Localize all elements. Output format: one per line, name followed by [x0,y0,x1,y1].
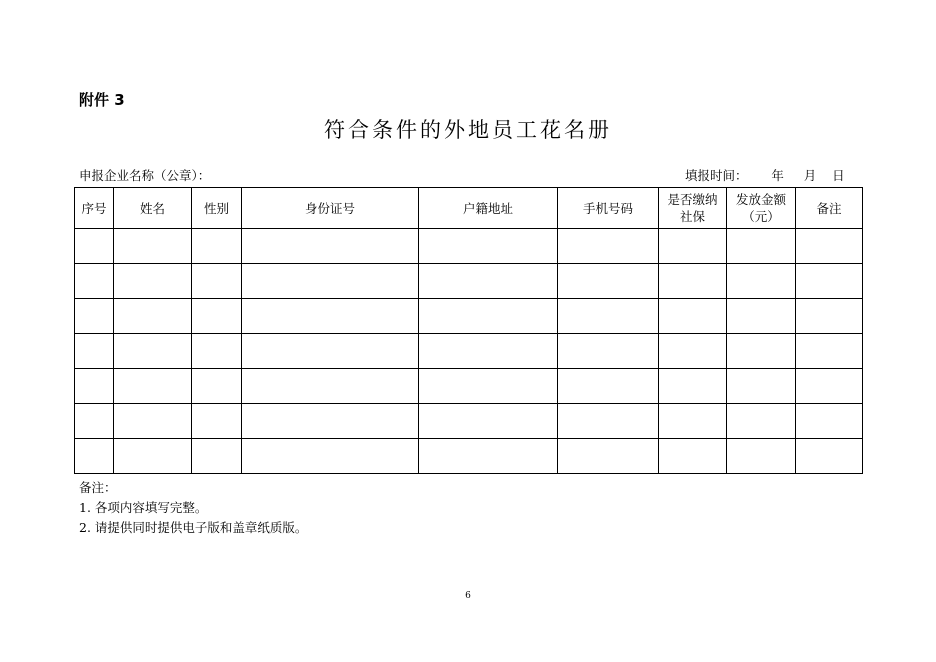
table-cell[interactable] [659,229,727,264]
table-cell[interactable] [242,299,419,334]
table-cell[interactable] [558,334,659,369]
table-cell[interactable] [242,334,419,369]
table-cell[interactable] [558,369,659,404]
table-cell[interactable] [242,369,419,404]
page-number: 6 [465,591,471,601]
table-cell[interactable] [75,334,114,369]
table-cell[interactable] [192,299,242,334]
header-gender: 性别 [192,188,242,229]
table-cell[interactable] [114,299,192,334]
employee-roster-table [74,187,863,474]
table-cell[interactable] [419,264,558,299]
table-row [75,369,863,404]
table-cell[interactable] [659,299,727,334]
table-cell[interactable] [796,264,863,299]
table-cell[interactable] [727,404,796,439]
table-cell[interactable] [114,369,192,404]
table-cell[interactable] [659,404,727,439]
table-cell[interactable] [242,264,419,299]
table-cell[interactable] [796,404,863,439]
day-label: 日 [832,168,845,183]
table-row [75,334,863,369]
table-cell[interactable] [75,299,114,334]
table-cell[interactable] [75,439,114,474]
attachment-label: 附件 3 [79,91,125,109]
month-label: 月 [803,168,817,183]
table-cell[interactable] [419,299,558,334]
table-cell[interactable] [192,369,242,404]
table-cell[interactable] [192,334,242,369]
table-cell[interactable] [419,439,558,474]
table-cell[interactable] [727,229,796,264]
header-remarks: 备注 [796,188,863,229]
table-cell[interactable] [242,229,419,264]
table-cell[interactable] [558,264,659,299]
header-id-number: 身份证号 [242,188,419,229]
header-amount [727,188,796,229]
table-cell[interactable] [659,264,727,299]
header-amount-line1: 发放金额 [735,192,786,207]
year-label: 年 [771,168,784,183]
table-cell[interactable] [796,229,863,264]
notes-label: 备注： [79,480,117,495]
table-cell[interactable] [192,229,242,264]
table-cell[interactable] [114,334,192,369]
header-social-insurance-line1: 是否缴纳 [667,192,718,207]
table-cell[interactable] [659,439,727,474]
table-cell[interactable] [558,229,659,264]
note-item-2: 2. 请提供同时提供电子版和盖章纸质版。 [79,520,308,535]
report-time-label: 填报时间： [685,168,748,183]
table-cell[interactable] [75,229,114,264]
header-social-insurance [659,188,727,229]
table-cell[interactable] [796,369,863,404]
header-household-address: 户籍地址 [419,188,558,229]
applicant-label: 申报企业名称（公章）： [79,168,211,183]
table-cell[interactable] [727,264,796,299]
table-cell[interactable] [114,439,192,474]
table-cell[interactable] [558,439,659,474]
header-seq: 序号 [75,188,114,229]
table-cell[interactable] [796,299,863,334]
table-cell[interactable] [242,404,419,439]
table-cell[interactable] [192,264,242,299]
table-cell[interactable] [727,299,796,334]
table-cell[interactable] [727,439,796,474]
table-cell[interactable] [419,334,558,369]
header-social-insurance-line2: 社保 [679,209,705,224]
table-row [75,299,863,334]
table-row [75,404,863,439]
table-cell[interactable] [727,334,796,369]
table-cell[interactable] [558,404,659,439]
table-body [75,229,863,474]
table-row [75,229,863,264]
table-row [75,439,863,474]
table-cell[interactable] [558,299,659,334]
table-cell[interactable] [114,229,192,264]
header-amount-line2: （元） [742,209,780,224]
table-cell[interactable] [659,334,727,369]
table-cell[interactable] [659,369,727,404]
table-cell[interactable] [242,439,419,474]
table-cell[interactable] [796,334,863,369]
header-name: 姓名 [114,188,192,229]
document-title: 符合条件的外地员工花名册 [324,118,612,142]
table-cell[interactable] [114,264,192,299]
note-item-1: 1. 各项内容填写完整。 [79,500,208,515]
table-row [75,264,863,299]
table-cell[interactable] [114,404,192,439]
table-header-row [75,188,863,229]
table-cell[interactable] [727,369,796,404]
table-cell[interactable] [419,404,558,439]
table-cell[interactable] [192,439,242,474]
table-cell[interactable] [192,404,242,439]
table-cell[interactable] [75,264,114,299]
notes [79,478,307,538]
table-cell[interactable] [796,439,863,474]
report-time [685,166,845,184]
table-cell[interactable] [75,369,114,404]
table-cell[interactable] [75,404,114,439]
header-phone: 手机号码 [558,188,659,229]
table-cell[interactable] [419,229,558,264]
table-cell[interactable] [419,369,558,404]
